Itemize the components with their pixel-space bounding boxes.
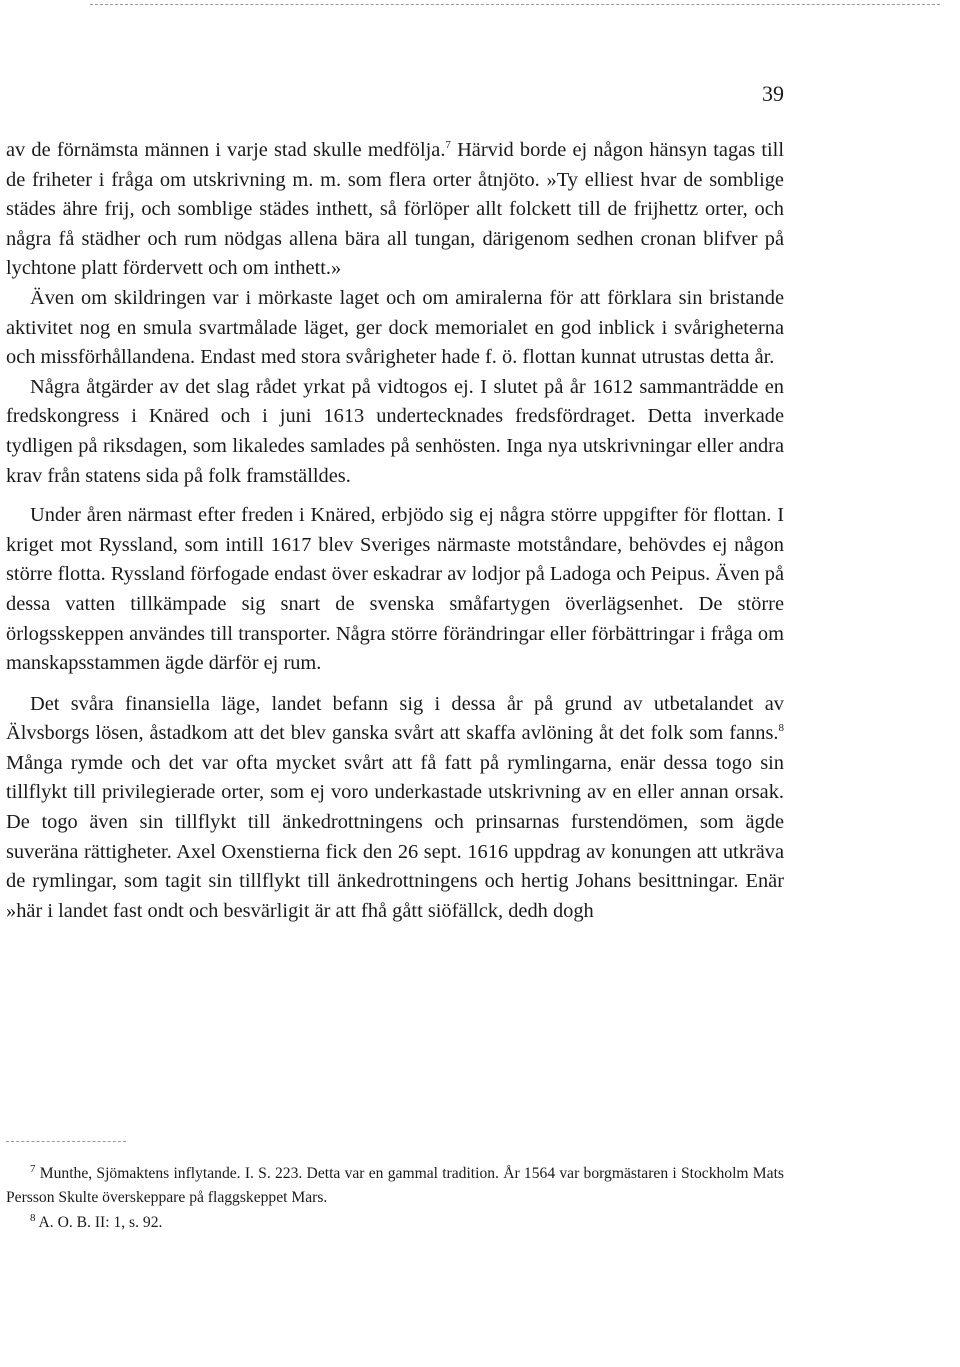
paragraph-2: Även om skildringen var i mörkaste laget och om amiralerna för att förklara sin bristande aktivitet nog en smula svartmålade läget, ger dock memorialet en god inblick i svårigheterna och missförhållandena. Endast med stora svårigheter hade f. ö. flottan kunnat utrustas detta år.	[6, 286, 784, 369]
footnote-separator	[6, 1141, 126, 1143]
paragraph-1-text-b: Härvid borde ej någon hänsyn tagas till de friheter i fråga om utskrivning m. m. som flera orter åtnjöto. »Ty elliest hvar de somblige städes ähre frij, och somblige städes inthett, så förlöper allt folckett till de frijhettz orter, och några få städher och rum nödgas allena bära all tungan, därigenom sedhen cronan blifver på lychtone platt fördervett och om inthett.»	[6, 139, 784, 280]
paragraph-5-text-b: Många rymde och det var ofta mycket svårt att få fatt på rymlingarna, enär dessa togo sin tillflykt till privilegierade orter, som ej voro underkastade utskrivning av en eller annan orsak. De togo även sin tillflykt till änkedrottningens och prinsarnas furstendömen, som ägde suveräna rättigheter. Axel Oxenstierna fick den 26 sept. 1616 uppdrag av konungen att utkräva de rymlingar, som tagit sin tillflykt till änkedrottningens och hertig Johans besittningar. Enär »här i landet fast ondt och besvärligit är att fhå gått siöfällck, dedh dogh	[6, 751, 784, 922]
paragraph-4: Under åren närmast efter freden i Knäred, erbjödo sig ej några större uppgifter för flottan. I kriget mot Ryssland, som intill 1617 blev Sveriges närmaste motståndare, behövdes ej någon större flotta. Ryssland förfogade endast över eskadrar av lodjor på Ladoga och Peipus. Även på dessa vatten tillkämpade sig snart de svenska småfartygen överlägsenhet. De större örlogsskeppen användes till transporter. Några större förändringar eller förbättringar i fråga om manskapsstammen ägde därför ej rum.	[6, 504, 784, 675]
paragraph-3: Några åtgärder av det slag rådet yrkat på vidtogos ej. I slutet på år 1612 sammanträdde en fredskongress i Knäred och i juni 1613 undertecknades fredsfördraget. Detta inverkade tydligen på riksdagen, som likaledes samlades på senhösten. Inga nya utskrivningar eller andra krav från statens sida på folk framställdes.	[6, 375, 784, 487]
footnote-8-text: A. O. B. II: 1, s. 92.	[35, 1213, 163, 1231]
page-number: 39	[762, 81, 784, 106]
paragraph-1	[6, 136, 784, 284]
footnote-7	[6, 1162, 784, 1211]
footnote-ref-8: 8	[778, 722, 784, 735]
footnote-mark-8: 8	[30, 1211, 36, 1224]
paragraph-1-text-a: av de förnämsta männen i varje stad skulle medfölja.	[6, 139, 446, 161]
footnote-mark-7: 7	[30, 1162, 36, 1175]
footnote-8	[6, 1211, 784, 1235]
footnote-ref-7: 7	[445, 139, 451, 152]
footnotes	[6, 1162, 784, 1235]
paragraph-5	[6, 690, 784, 927]
paragraph-5-text-a: Det svåra finansiella läge, landet befann sig i dessa år på grund av utbetalandet av Älvsborgs lösen, åstadkom att det blev ganska svårt att skaffa avlöning åt det folk som fanns.	[6, 692, 784, 745]
body-text	[6, 136, 784, 926]
top-edge-rule	[90, 4, 940, 6]
footnote-7-text: Munthe, Sjömaktens inflytande. I. S. 223. Detta var en gammal tradition. År 1564 var borgmästaren i Stockholm Mats Persson Skulte överskeppare på flaggskeppet Mars.	[6, 1165, 784, 1207]
